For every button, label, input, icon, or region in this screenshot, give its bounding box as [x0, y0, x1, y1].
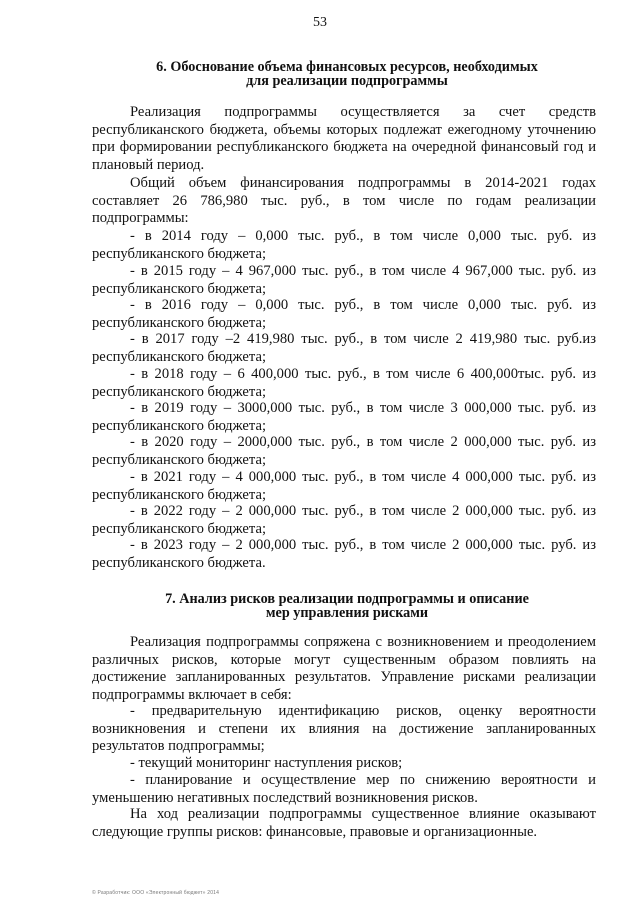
section-6-total: Общий объем финансирования подпрограммы в 2014-2021 годах составляет 26 786,980 тыс. руб., в том числе по годам реализации подпрограммы: [92, 175, 596, 227]
risk-item-identification: - предварительную идентификацию рисков, оценку вероятности возникновения и степени их влияния на достижение запланированных результатов подпрограммы; [92, 703, 596, 755]
year-item-2015: - в 2015 году – 4 967,000 тыс. руб., в том числе 4 967,000 тыс. руб. из республиканского бюджета; [92, 263, 596, 297]
year-item-2019: - в 2019 году – 3000,000 тыс. руб., в том числе 3 000,000 тыс. руб. из республиканского бюджета; [92, 400, 596, 434]
year-item-2022: - в 2022 году – 2 000,000 тыс. руб., в том числе 2 000,000 тыс. руб. из республиканского бюджета; [92, 503, 596, 537]
year-item-2014: - в 2014 году – 0,000 тыс. руб., в том числе 0,000 тыс. руб. из республиканского бюджета; [92, 228, 596, 262]
year-item-2023: - в 2023 году – 2 000,000 тыс. руб., в том числе 2 000,000 тыс. руб. из республиканского бюджета. [92, 537, 596, 571]
year-item-2016: - в 2016 году – 0,000 тыс. руб., в том числе 0,000 тыс. руб. из республиканского бюджета; [92, 297, 596, 331]
section-7-heading [92, 592, 602, 620]
year-item-2017: - в 2017 году –2 419,980 тыс. руб., в том числе 2 419,980 тыс. руб.из республиканского бюджета; [92, 331, 596, 365]
section-6-title-line-1: 6. Обоснование объема финансовых ресурсов, необходимых [156, 59, 538, 75]
footer-watermark: © Разработчик: ООО «Электронный бюджет» 2014 [92, 890, 220, 896]
year-item-2020: - в 2020 году – 2000,000 тыс. руб., в том числе 2 000,000 тыс. руб. из республиканского бюджета; [92, 434, 596, 468]
risk-item-planning: - планирование и осуществление мер по снижению вероятности и уменьшению негативных последствий возникновения рисков. [92, 772, 596, 806]
year-item-2018: - в 2018 году – 6 400,000 тыс. руб., в том числе 6 400,000тыс. руб. из республиканского бюджета; [92, 366, 596, 400]
section-7-intro: Реализация подпрограммы сопряжена с возникновением и преодолением различных рисков, которые могут существенным образом повлиять на достижение запланированных результатов. Управление рисками реализации подпрограммы включает в себя: [92, 634, 596, 703]
year-item-2021: - в 2021 году – 4 000,000 тыс. руб., в том числе 4 000,000 тыс. руб. из республиканского бюджета; [92, 469, 596, 503]
section-7-closing: На ход реализации подпрограммы существенное влияние оказывают следующие группы рисков: финансовые, правовые и организационные. [92, 806, 596, 840]
page-number: 53 [313, 15, 327, 30]
section-7-title-line-2: мер управления рисками [265, 605, 429, 621]
section-6-intro: Реализация подпрограммы осуществляется за счет средств республиканского бюджета, объемы которых подлежат ежегодному уточнению при формировании республиканского бюджета на очередной финансовый год и плановый период. [92, 104, 596, 173]
section-6-title-line-2: для реализации подпрограммы [246, 73, 448, 89]
section-6-heading [92, 60, 602, 88]
section-7-title-line-1: 7. Анализ рисков реализации подпрограммы и описание [165, 591, 529, 607]
risk-item-monitoring: - текущий мониторинг наступления рисков; [130, 755, 403, 771]
